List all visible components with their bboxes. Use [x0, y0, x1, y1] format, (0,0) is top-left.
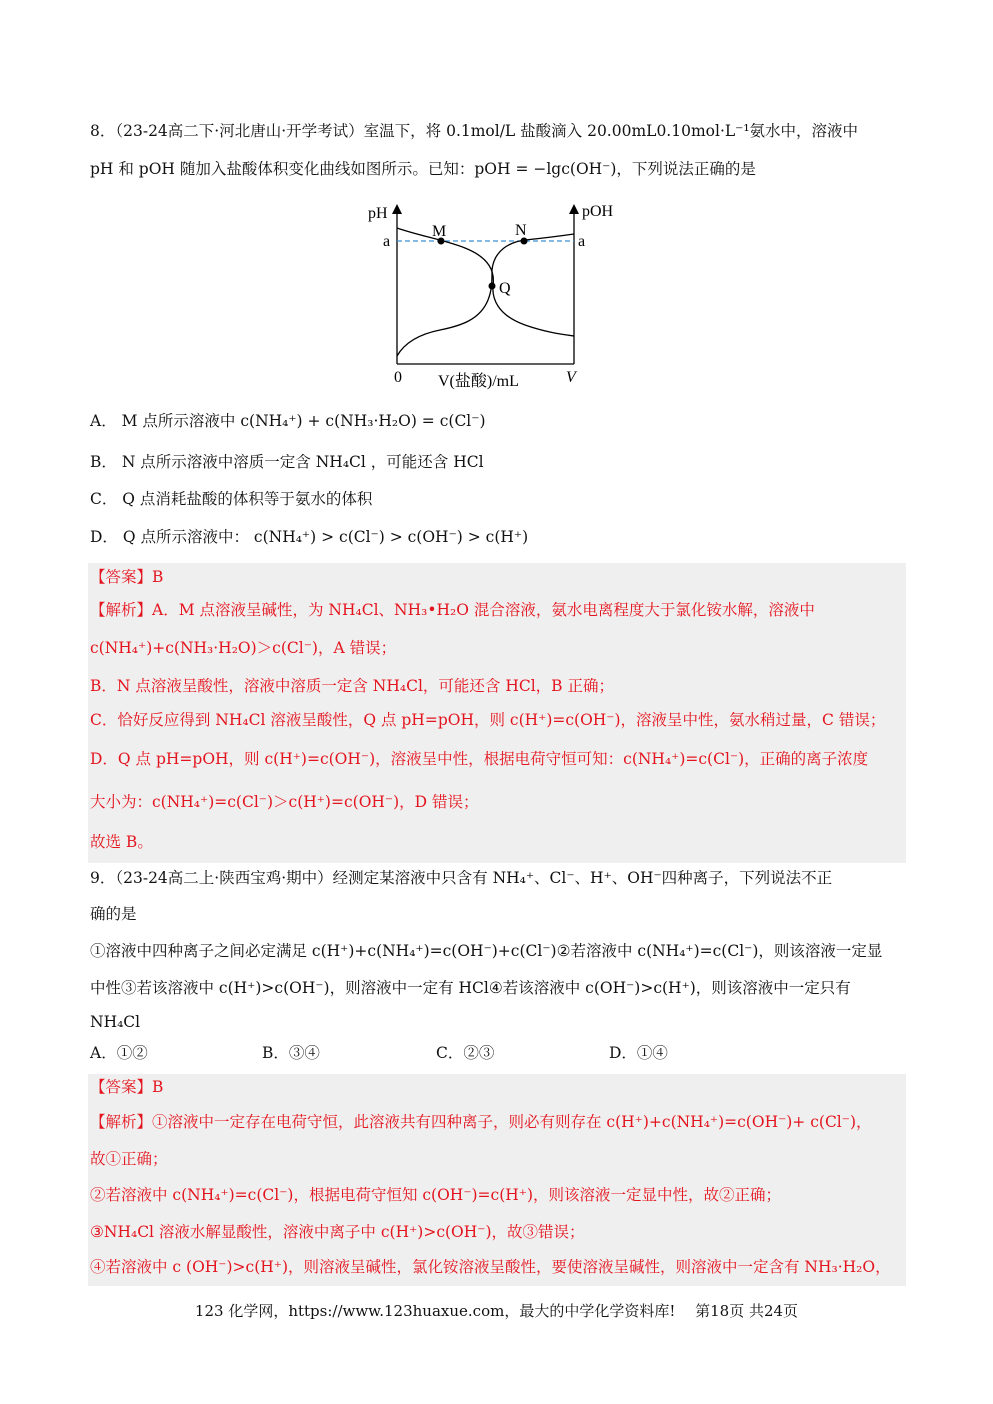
- ph-label: pH: [368, 205, 388, 222]
- q9-stem-line3: ①溶液中四种离子之间必定满足 c(H⁺)+c(NH₄⁺)=c(OH⁻)+c(Cl⁻)②若溶液中 c(NH₄⁺)=c(Cl⁻)，则该溶液一定显: [90, 942, 883, 960]
- q8-explanation-line2: c(NH₄⁺)+c(NH₃·H₂O)＞c(Cl⁻)，A 错误；: [90, 639, 397, 657]
- q8-explanation-line4: C．恰好反应得到 NH₄Cl 溶液呈酸性，Q 点 pH=pOH，则 c(H⁺)=c(OH⁻)，溶液呈中性，氨水稍过量，C 错误；: [90, 711, 886, 729]
- q8-answer: 【答案】B: [90, 568, 164, 586]
- a-left-label: a: [383, 233, 391, 250]
- q9-stem-line1: 9．（23-24高二上·陕西宝鸡·期中）经测定某溶液中只含有 NH₄⁺、Cl⁻、H⁺、OH⁻四种离子，下列说法不正: [90, 869, 833, 887]
- q8-option-b: B． N 点所示溶液中溶质一定含 NH₄Cl ，可能还含 HCl: [90, 453, 484, 471]
- q8-explanation-line6: 大小为：c(NH₄⁺)=c(Cl⁻)＞c(H⁺)=c(OH⁻)，D 错误；: [90, 793, 479, 811]
- point-q: [489, 283, 496, 290]
- q8-explanation-line5: D．Q 点 pH=pOH，则 c(H⁺)=c(OH⁻)，溶液呈中性，根据电荷守恒可知：c(NH₄⁺)=c(Cl⁻)，正确的离子浓度: [90, 750, 869, 768]
- right-axis-arrow: [569, 204, 579, 214]
- q8-option-c: C． Q 点消耗盐酸的体积等于氨水的体积: [90, 490, 373, 508]
- page-footer: 123 化学网，https://www.123huaxue.com，最大的中学化学资料库! 第18页 共24页: [194, 1302, 799, 1320]
- v-label: V: [566, 369, 576, 386]
- q8-option-d: D． Q 点所示溶液中： c(NH₄⁺) > c(Cl⁻) > c(OH⁻) > c(H⁺): [90, 528, 529, 546]
- poh-label: pOH: [582, 203, 614, 220]
- n-label: N: [515, 222, 527, 239]
- q8-stem-line1: 8．（23-24高二下·河北唐山·开学考试）室温下，将 0.1mol/L 盐酸滴入 20.00mL0.10mol·L⁻¹氨水中，溶液中: [90, 122, 859, 140]
- q9-explanation-line4: ③NH₄Cl 溶液水解显酸性，溶液中离子中 c(H⁺)>c(OH⁻)，故③错误；: [90, 1223, 585, 1241]
- q9-stem-line4: 中性③若该溶液中 c(H⁺)>c(OH⁻)，则溶液中一定有 HCl④若该溶液中 c(OH⁻)>c(H⁺)，则该溶液中一定只有: [90, 979, 851, 997]
- q8-explanation-line1: 【解析】A．M 点溶液呈碱性，为 NH₄Cl、NH₃•H₂O 混合溶液，氨水电离程度大于氯化铵水解，溶液中: [90, 601, 815, 619]
- q9-option-c: C．②③: [436, 1044, 495, 1062]
- q8-explanation-line3: B．N 点溶液呈酸性，溶液中溶质一定含 NH₄Cl，可能还含 HCl，B 正确；: [90, 677, 614, 695]
- a-right-label: a: [578, 233, 586, 250]
- q9-stem-line2: 确的是: [90, 905, 137, 923]
- q9-option-d: D．①④: [609, 1044, 668, 1062]
- m-label: M: [432, 223, 447, 240]
- ph-poh-titration-graph: [360, 196, 630, 392]
- poh-curve: [397, 234, 574, 356]
- q9-option-b: B．③④: [262, 1044, 320, 1062]
- q-label: Q: [499, 280, 511, 297]
- q9-explanation-line2: 故①正确；: [90, 1150, 168, 1168]
- ph-curve: [397, 228, 574, 336]
- q9-answer: 【答案】B: [90, 1078, 164, 1096]
- q8-explanation-line7: 故选 B。: [90, 833, 153, 851]
- x-axis-label: V(盐酸)/mL: [438, 373, 519, 390]
- left-axis-arrow: [392, 204, 402, 214]
- q9-explanation-line3: ②若溶液中 c(NH₄⁺)=c(Cl⁻)，根据电荷守恒知 c(OH⁻)=c(H⁺)，则该溶液一定显中性，故②正确；: [90, 1186, 782, 1204]
- q9-stem-line5: NH₄Cl: [90, 1013, 141, 1031]
- q9-explanation-line5: ④若溶液中 c (OH⁻)>c(H⁺)，则溶液呈碱性，氯化铵溶液呈酸性，要使溶液呈碱性，则溶液中一定含有 NH₃·H₂O，: [90, 1258, 891, 1276]
- q9-option-a: A．①②: [90, 1044, 148, 1062]
- q9-explanation-line1: 【解析】①溶液中一定存在电荷守恒，此溶液共有四种离子，则必有则存在 c(H⁺)+c(NH₄⁺)=c(OH⁻)+ c(Cl⁻)，: [90, 1113, 872, 1131]
- origin-label: 0: [394, 369, 402, 386]
- q8-option-a: A． M 点所示溶液中 c(NH₄⁺) + c(NH₃·H₂O) = c(Cl⁻): [90, 412, 486, 430]
- q8-stem-line2: pH 和 pOH 随加入盐酸体积变化曲线如图所示。已知：pOH = −lgc(OH⁻)，下列说法正确的是: [90, 160, 756, 178]
- q9-answer-box: [88, 1074, 906, 1286]
